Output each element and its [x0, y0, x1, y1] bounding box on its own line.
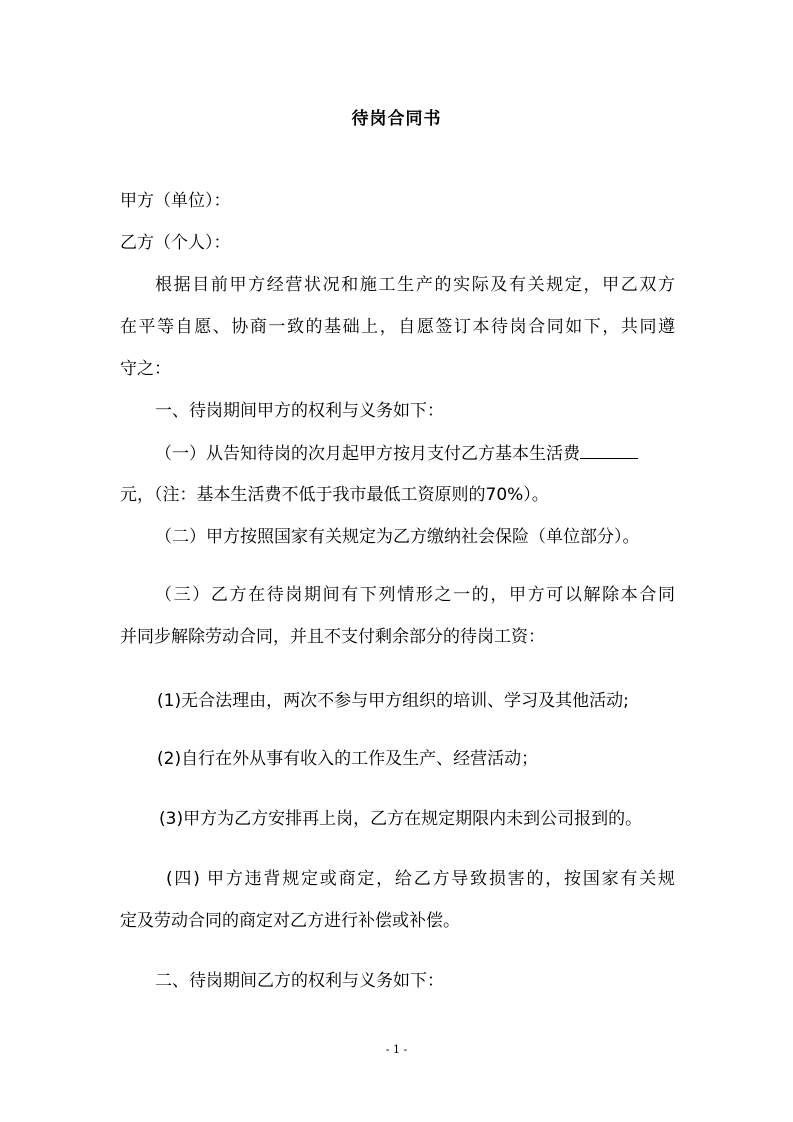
clause-1-line-1 [155, 440, 675, 467]
intro-line-3: 守之： [120, 359, 171, 379]
clause-1-text: （一）从告知待岗的次月起甲方按月支付乙方基本生活费 [155, 444, 580, 464]
section-2-heading: 二、待岗期间乙方的权利与义务如下： [155, 971, 444, 991]
intro-line-1: 根据目前甲方经营状况和施工生产的实际及有关规定，甲乙双方 [155, 275, 675, 295]
party-a-line: 甲方（单位）： [120, 191, 231, 211]
section-1-heading: 一、待岗期间甲方的权利与义务如下： [155, 401, 444, 421]
clause-3-line-1: （三）乙方在待岗期间有下列情形之一的，甲方可以解除本合同 [155, 585, 675, 605]
document-title: 待岗合同书 [351, 109, 442, 129]
clause-4-line-2: 定及劳动合同的商定对乙方进行补偿或补偿。 [120, 911, 460, 931]
clause-3-line-2: 并同步解除劳动合同，并且不支付剩余部分的待岗工资： [120, 627, 545, 647]
page-number: - 1 - [385, 1043, 408, 1056]
clause-1-line-2: 元，（注：基本生活费不低于我市最低工资原则的70%）。 [120, 485, 549, 505]
amount-blank [580, 440, 638, 459]
intro-line-2: 在平等自愿、协商一致的基础上，自愿签订本待岗合同如下，共同遵 [120, 317, 675, 337]
party-b-line: 乙方（个人）： [120, 233, 231, 253]
clause-2: （二）甲方按照国家有关规定为乙方缴纳社会保险（单位部分）。 [155, 527, 640, 547]
item-2: (2)自行在外从事有收入的工作及生产、经营活动； [157, 749, 539, 769]
item-3: (3)甲方为乙方安排再上岗，乙方在规定期限内未到公司报到的。 [159, 809, 643, 829]
item-1: (1)无合法理由，两次不参与甲方组织的培训、学习及其他活动; [157, 691, 629, 711]
clause-4-line-1: (四) 甲方违背规定或商定，给乙方导致损害的，按国家有关规 [166, 869, 675, 889]
